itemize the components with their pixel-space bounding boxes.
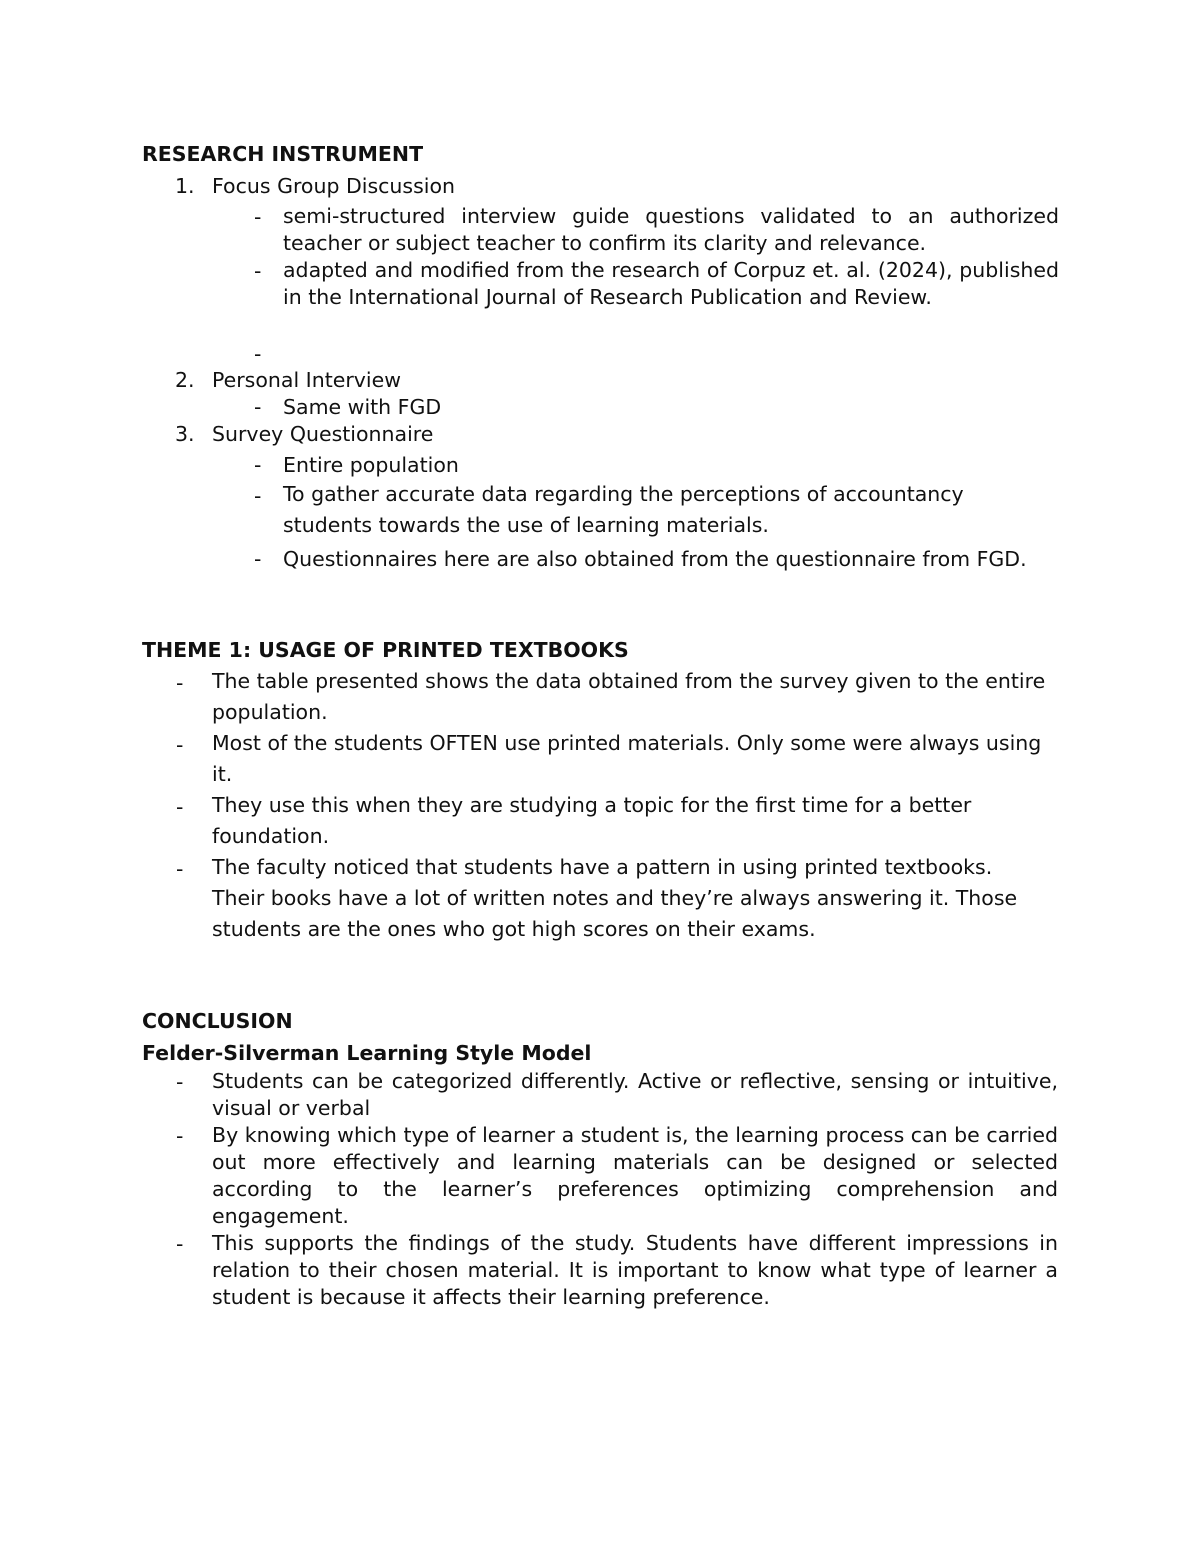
item-number: 1. — [175, 174, 195, 198]
bullet-dash: - — [176, 795, 184, 819]
item-number: 3. — [175, 422, 195, 446]
bullet-text: The table presented shows the data obtained from the survey given to the entire population. — [212, 669, 1046, 724]
bullet-text: semi-structured interview guide questions validated to an authorized teacher or subject teacher to confirm its clarity and relevance. — [283, 204, 1059, 255]
item-number: 2. — [175, 368, 195, 392]
bullet-dash: - — [254, 395, 262, 419]
bullet-dash: - — [254, 453, 262, 477]
bullet-text: They use this when they are studying a topic for the first time for a better foundation. — [212, 793, 972, 848]
bullet-text: To gather accurate data regarding the perceptions of accountancy students towards the use of learning materials. — [283, 482, 964, 537]
bullet-text: Questionnaires here are also obtained from the questionnaire from FGD. — [283, 547, 1027, 571]
bullet-text: Students can be categorized differently. Active or reflective, sensing or intuitive, visual or verbal — [212, 1069, 1058, 1120]
bullet-dash: - — [176, 857, 184, 881]
bullet-text: Entire population — [283, 453, 459, 477]
theme1-heading: THEME 1: USAGE OF PRINTED TEXTBOOKS — [142, 638, 629, 662]
bullet-text: This supports the findings of the study. Students have different impressions in relation to their chosen material. It is important to know what type of learner a student is because it affects their learning preference. — [212, 1231, 1058, 1309]
bullet-text: The faculty noticed that students have a pattern in using printed textbooks. Their books have a lot of written notes and they’re always answering it. Those students are the ones who got high scores on their exams. — [212, 855, 1018, 941]
bullet-dash: - — [176, 1070, 184, 1094]
research-instrument-heading: RESEARCH INSTRUMENT — [142, 142, 424, 166]
bullet-dash: - — [176, 1124, 184, 1148]
conclusion-heading: CONCLUSION — [142, 1009, 293, 1033]
bullet-dash: - — [254, 547, 262, 571]
conclusion-subtitle: Felder-Silverman Learning Style Model — [142, 1041, 592, 1065]
bullet-dash: - — [254, 259, 262, 283]
focus-group-discussion-label: Focus Group Discussion — [212, 174, 456, 198]
bullet-text: adapted and modified from the research of Corpuz et. al. (2024), published in the International Journal of Research Publication and Review. — [283, 258, 1059, 309]
bullet-dash: - — [176, 733, 184, 757]
bullet-dash: - — [254, 484, 262, 508]
survey-questionnaire-label: Survey Questionnaire — [212, 422, 434, 446]
bullet-dash: - — [254, 205, 262, 229]
bullet-dash: - — [254, 342, 262, 366]
bullet-text: Same with FGD — [283, 395, 442, 419]
bullet-dash: - — [176, 1232, 184, 1256]
personal-interview-label: Personal Interview — [212, 368, 401, 392]
bullet-dash: - — [176, 671, 184, 695]
bullet-text: By knowing which type of learner a student is, the learning process can be carried out more effectively and learning materials can be designed or selected according to the learner’s preferences optimizing comprehension and engagement. — [212, 1123, 1058, 1228]
bullet-text: Most of the students OFTEN use printed materials. Only some were always using it. — [212, 731, 1042, 786]
